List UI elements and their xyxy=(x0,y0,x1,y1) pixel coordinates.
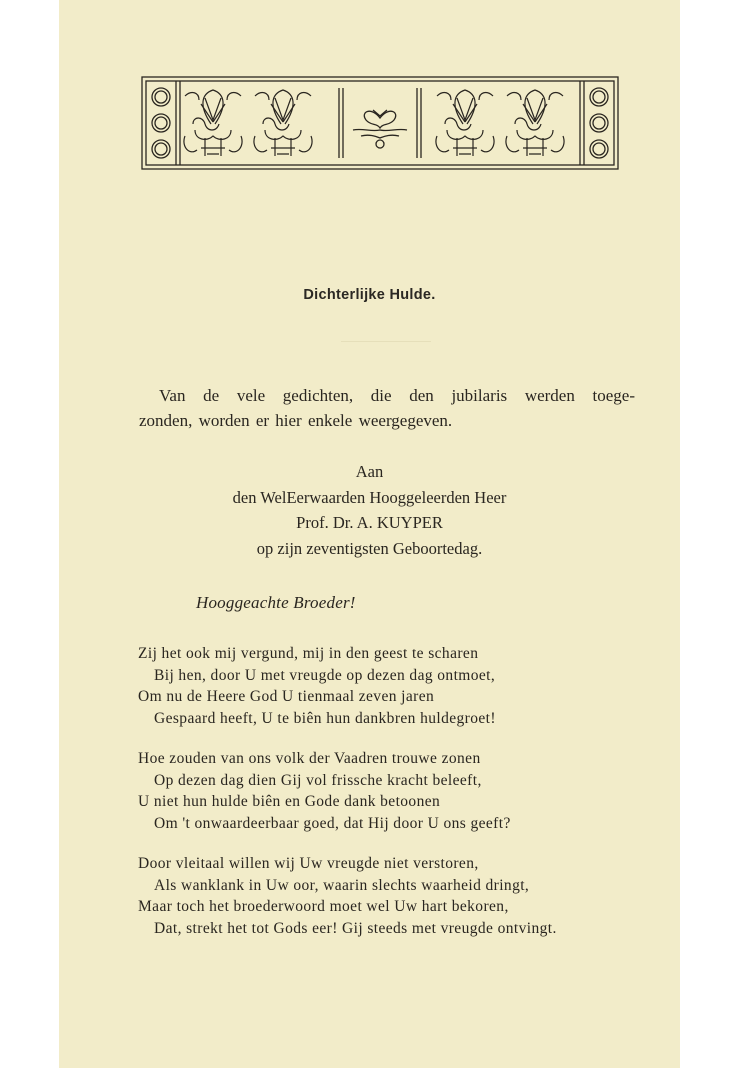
poem-stanza xyxy=(138,853,658,939)
poem-line: Om 't onwaardeerbaar goed, dat Hij door U ons geeft? xyxy=(154,814,511,832)
poem-line: Op dezen dag dien Gij vol frissche kracht beleeft, xyxy=(154,771,482,789)
address-line: Aan xyxy=(355,462,384,481)
poem-stanza xyxy=(138,748,658,834)
poem-line: Zij het ook mij vergund, mij in den geest te scharen xyxy=(138,645,479,662)
book-page xyxy=(59,0,680,1068)
poem-line: Dat, strekt het tot Gods eer! Gij steeds met vreugde ontvingt. xyxy=(154,919,557,937)
heading-divider xyxy=(341,341,431,342)
address-line: den WelEerwaarden Hooggeleerden Heer xyxy=(232,487,507,507)
poem-line: Om nu de Heere God U tienmaal zeven jaren xyxy=(138,688,435,705)
poem-stanza xyxy=(138,643,658,729)
address-line: op zijn zeventigsten Geboortedag. xyxy=(256,538,483,558)
poem-line: Gespaard heeft, U te biên hun dankbren huldegroet! xyxy=(154,709,496,727)
poem-line: Hoe zouden van ons volk der Vaadren trouwe zonen xyxy=(138,750,481,767)
dedication-address xyxy=(59,459,680,561)
intro-line: zonden, worden er hier enkele weergegeven. xyxy=(139,411,453,430)
poem-line: Maar toch het broederwoord moet wel Uw hart bekoren, xyxy=(138,898,509,915)
floral-frieze-ornament xyxy=(141,76,619,170)
poem-line: U niet hun hulde biên en Gode dank betoonen xyxy=(138,793,441,810)
section-heading: Dichterlijke Hulde. xyxy=(303,287,436,303)
poem-line: Als wanklank in Uw oor, waarin slechts waarheid dringt, xyxy=(154,876,530,894)
salutation: Hooggeachte Broeder! xyxy=(196,593,356,612)
intro-paragraph xyxy=(139,383,635,433)
poem xyxy=(138,643,658,958)
intro-line: Van de vele gedichten, die den jubilaris werden toege- xyxy=(159,386,635,405)
address-line: Prof. Dr. A. KUYPER xyxy=(296,513,443,532)
poem-line: Bij hen, door U met vreugde op dezen dag ontmoet, xyxy=(154,666,496,684)
poem-line: Door vleitaal willen wij Uw vreugde niet verstoren, xyxy=(138,855,479,872)
